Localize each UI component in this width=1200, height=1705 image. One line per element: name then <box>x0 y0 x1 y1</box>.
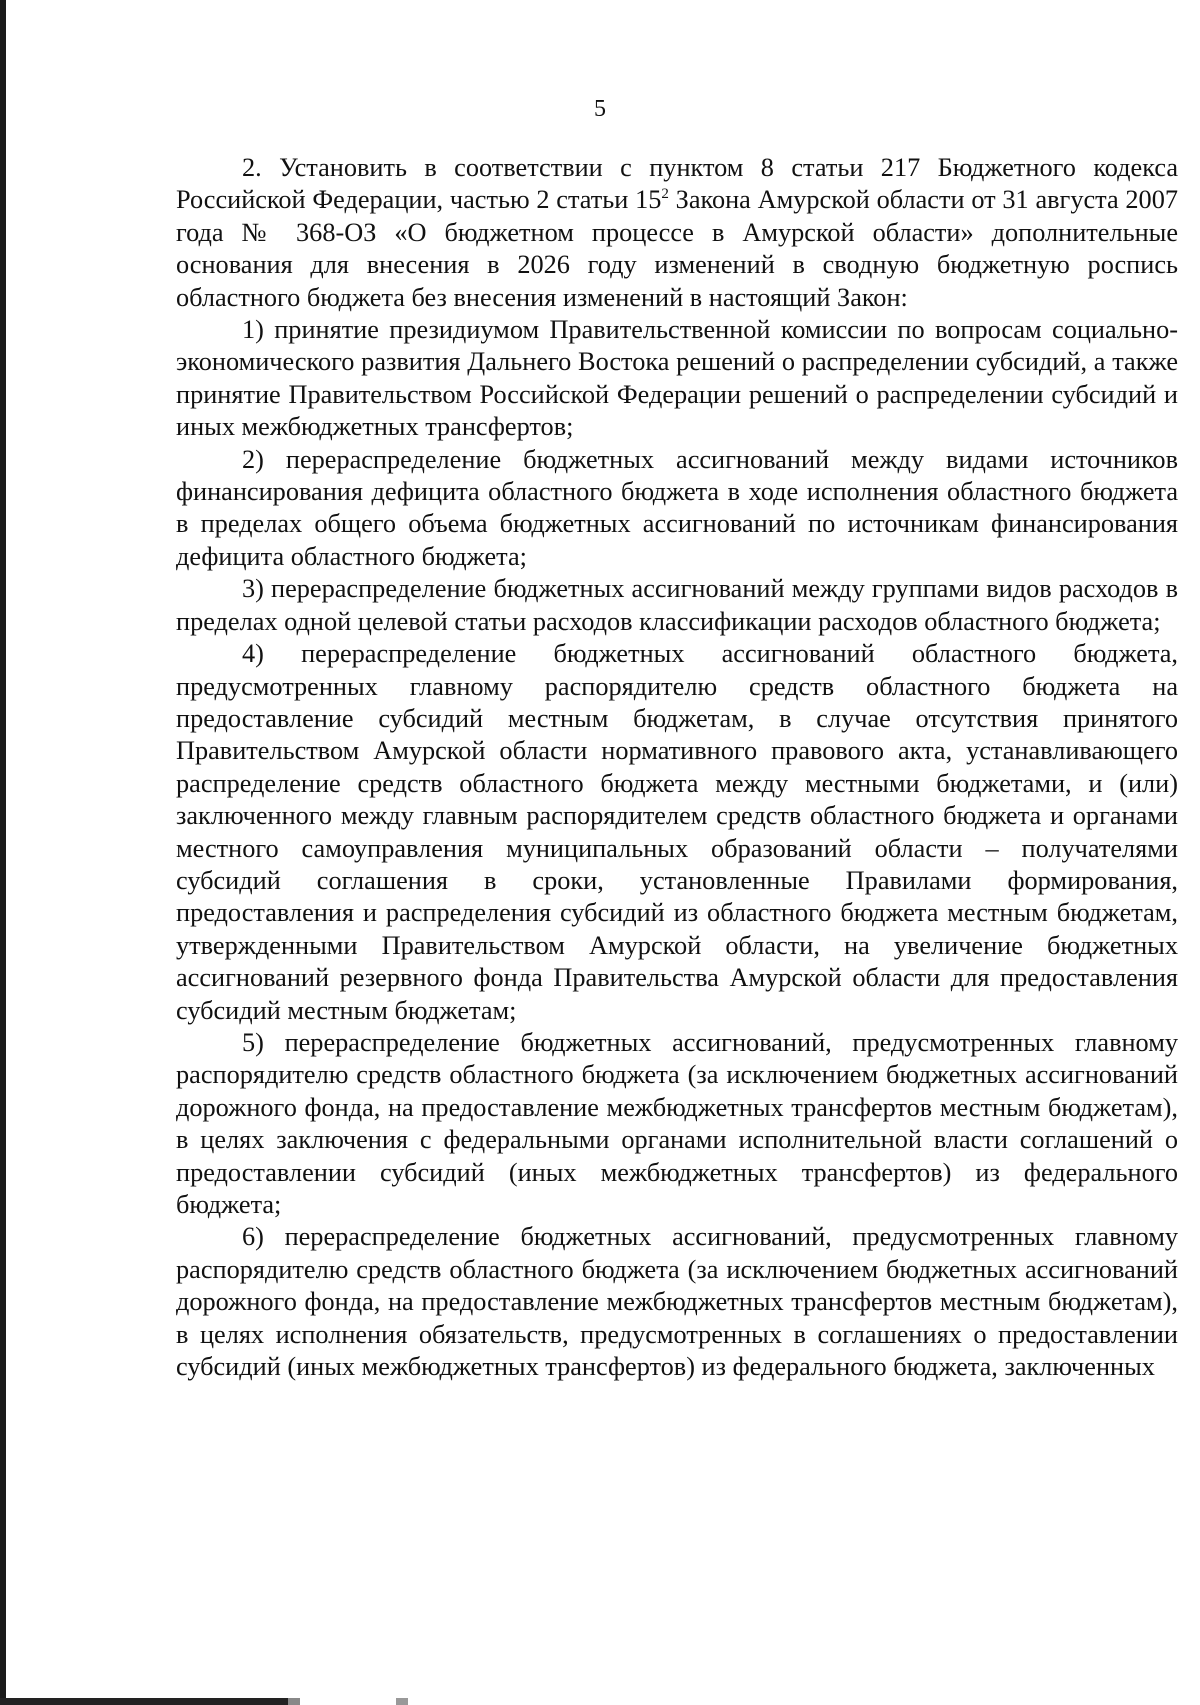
paragraph-item-6: 6) перераспределение бюджетных ассигнований, предусмотренных главному распорядителю средств областного бюджета (за исключением бюджетных ассигнований дорожного фонда, на предоставление межбюджетных трансфертов местным бюджетам), в целях исполнения обязательств, предусмотренных в соглашениях о предоставлении субсидий (иных межбюджетных трансфертов) из федерального бюджета, заключенных <box>176 1222 1178 1382</box>
intro-text-end: Закона Амурской области от 31 августа 2007 года № 368-ОЗ «О бюджетном процессе в Амурской области» дополнительные основания для внесения в 2026 году изменений в сводную бюджетную роспись областного бюджета без внесения изменений в настоящий Закон: <box>176 185 1178 312</box>
paragraph-intro <box>176 152 1178 314</box>
article-superscript: 2 <box>661 186 669 203</box>
paragraph-item-3: 3) перераспределение бюджетных ассигнований между группами видов расходов в пределах одной целевой статьи расходов классификации расходов областного бюджета; <box>176 574 1178 636</box>
scan-edge-bottom <box>0 1698 1200 1705</box>
paragraph-item-4: 4) перераспределение бюджетных ассигнований областного бюджета, предусмотренных главному распорядителю средств областного бюджета на предоставление субсидий местным бюджетам, в случае отсутствия принятого Правительством Амурской области нормативного правового акта, устанавливающего распределение средств областного бюджета между местными бюджетами, и (или) заключенного между главным распорядителем средств областного бюджета и органами местного самоуправления муниципальных образований области – получателями субсидий соглашения в сроки, установленные Правилами формирования, предоставления и распределения субсидий из областного бюджета местным бюджетам, утвержденными Правительством Амурской области, на увеличение бюджетных ассигнований резервного фонда Правительства Амурской области для предоставления субсидий местным бюджетам; <box>176 639 1178 1025</box>
intro-text-start: 2. Установить в соответствии с пунктом 8 статьи 217 Бюджетного кодекса Российской Федерации, частью 2 статьи 15 <box>176 153 1178 215</box>
paragraph-item-1: 1) принятие президиумом Правительственной комиссии по вопросам социально-экономического развития Дальнего Востока решений о распределении субсидий, а также принятие Правительством Российской Федерации решений о распределении субсидий и иных межбюджетных трансфертов; <box>176 315 1178 442</box>
paragraph-item-2: 2) перераспределение бюджетных ассигнований между видами источников финансирования дефицита областного бюджета в ходе исполнения областного бюджета в пределах общего объема бюджетных ассигнований по источникам финансирования дефицита областного бюджета; <box>176 444 1178 571</box>
scan-edge-left <box>0 0 6 1705</box>
paragraph-item-5: 5) перераспределение бюджетных ассигнований, предусмотренных главному распорядителю средств областного бюджета (за исключением бюджетных ассигнований дорожного фонда, на предоставление межбюджетных трансфертов местным бюджетам), в целях заключения с федеральными органами исполнительной власти соглашений о предоставлении субсидий (иных межбюджетных трансфертов) из федерального бюджета; <box>176 1027 1178 1219</box>
document-body <box>176 152 1178 1383</box>
page-number: 5 <box>594 96 606 122</box>
